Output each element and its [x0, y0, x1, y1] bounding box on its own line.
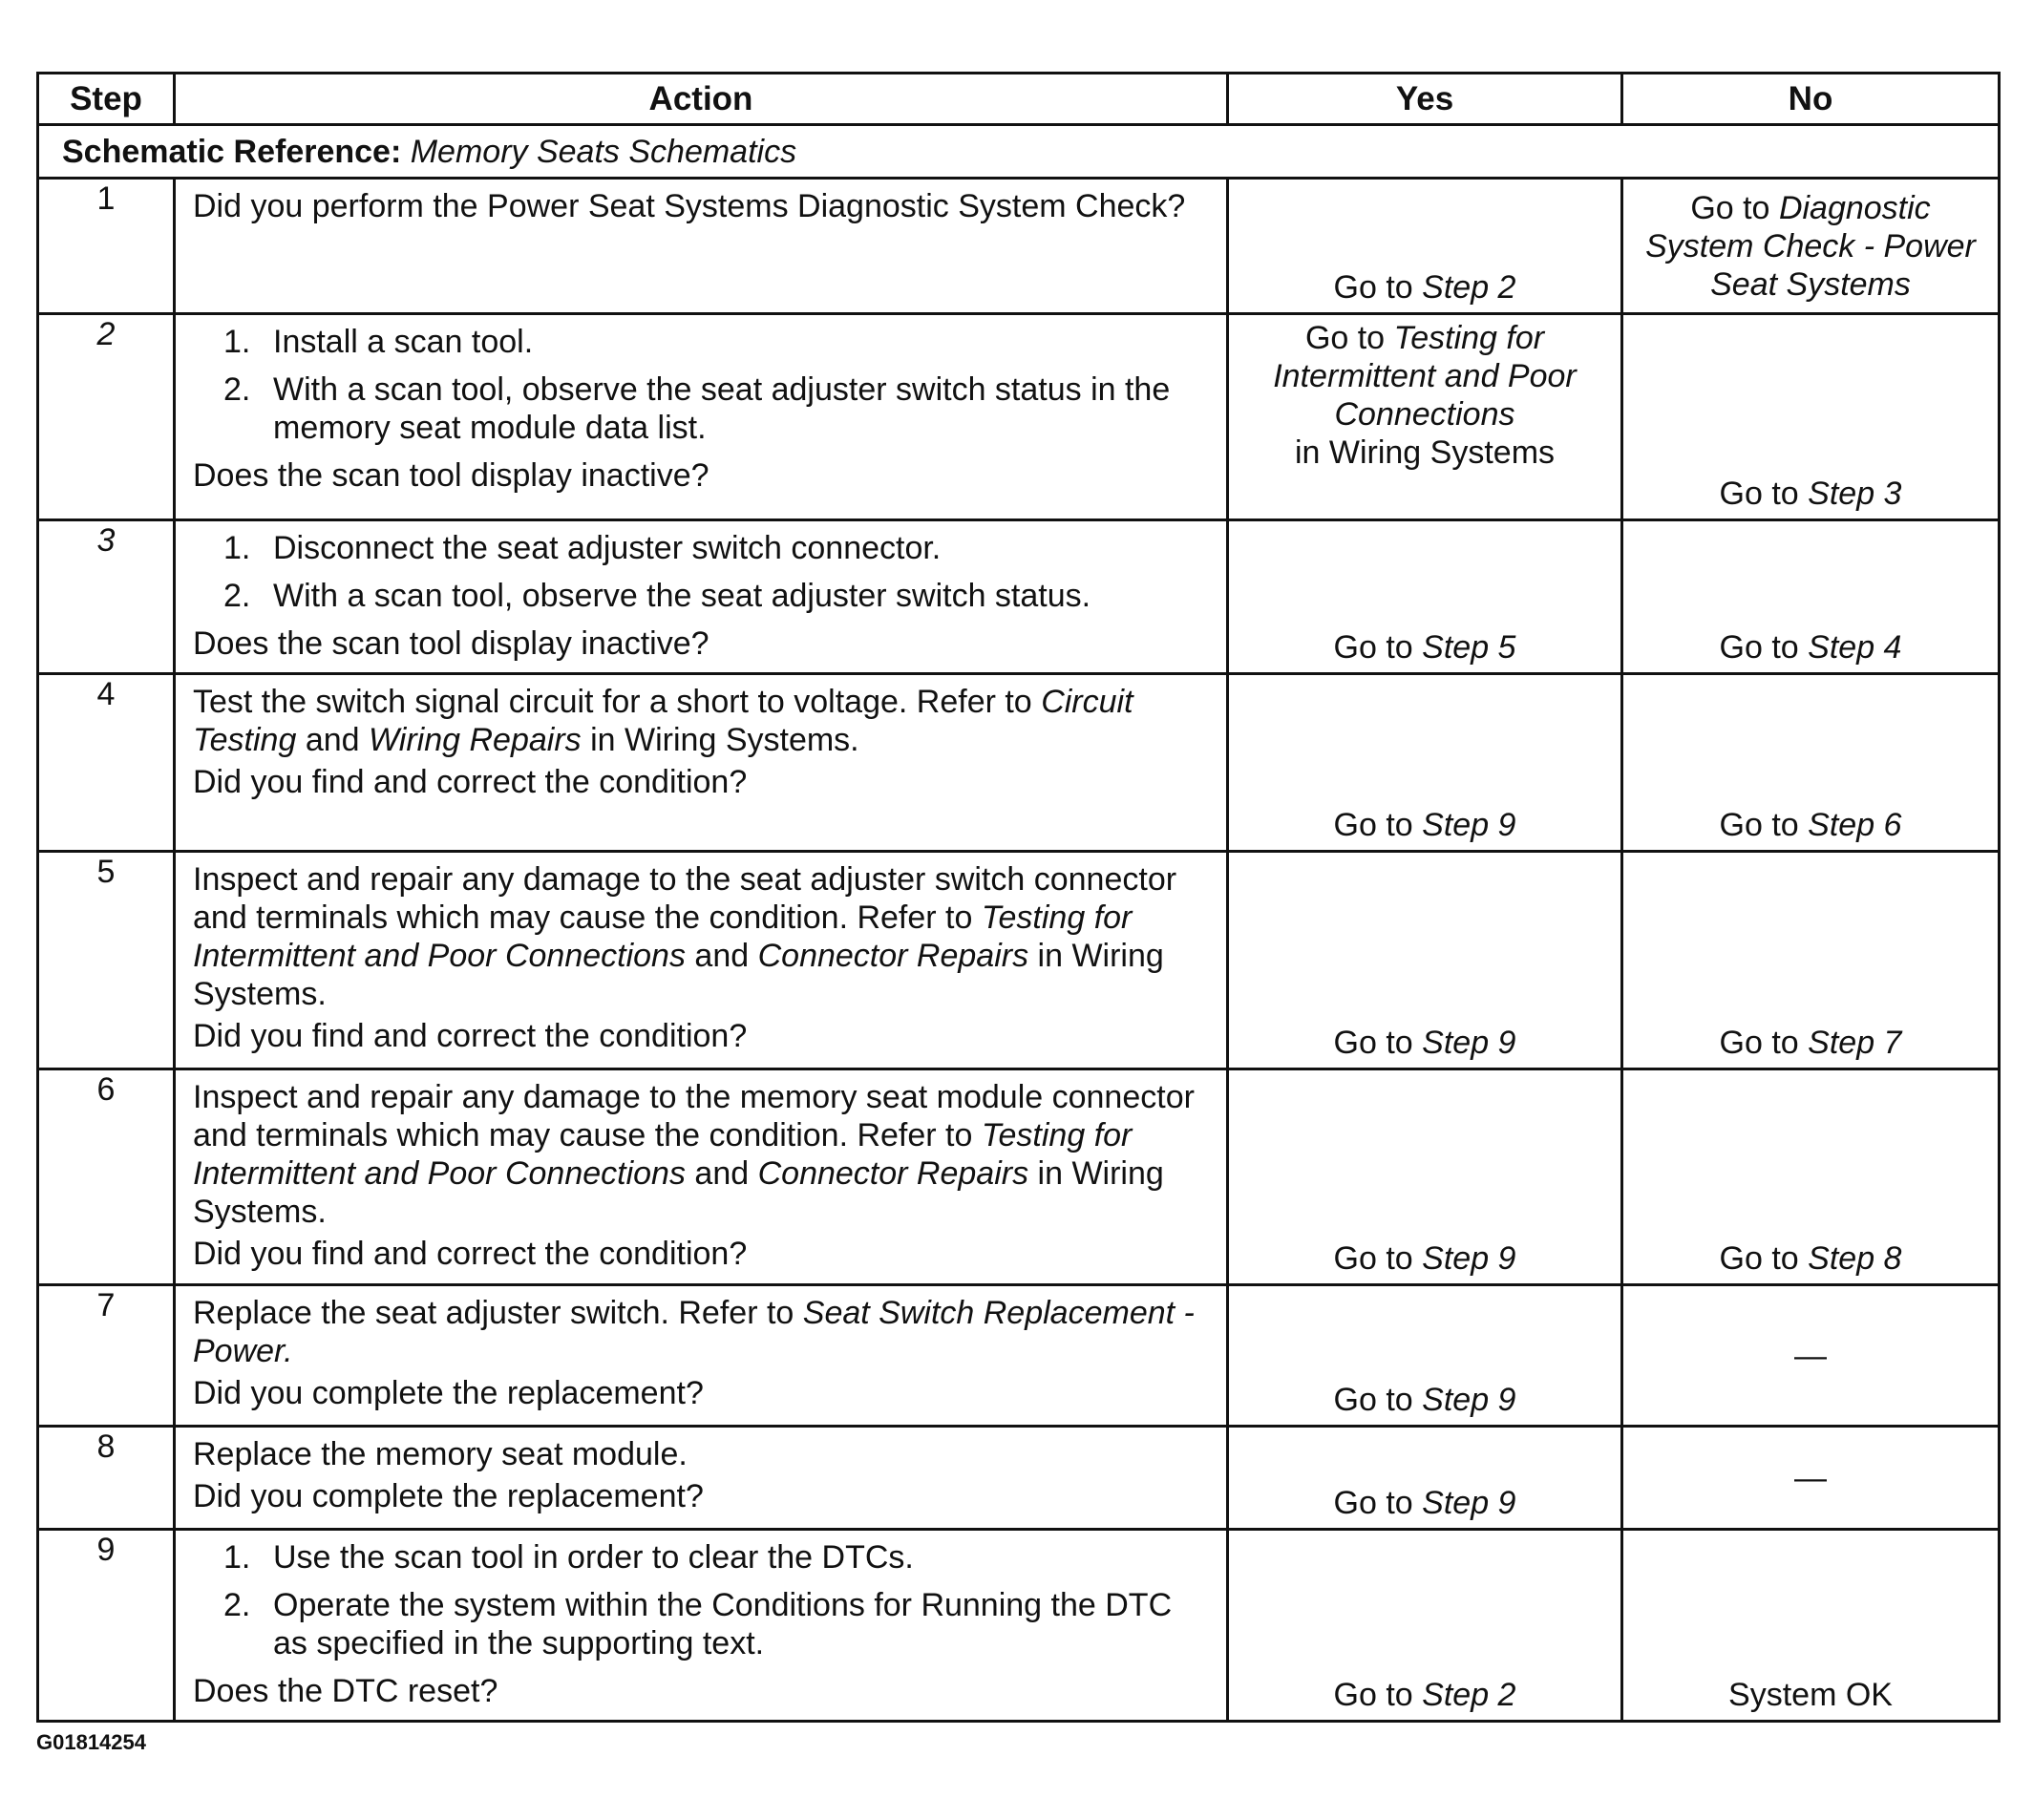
goto-label: Go to: [1333, 629, 1413, 666]
reference-link[interactable]: Testing for Intermittent and Poor Connections: [193, 1117, 1133, 1192]
question-text: Did you find and correct the condition?: [193, 764, 748, 800]
question-text: Does the scan tool display inactive?: [193, 457, 709, 494]
no-cell: [1622, 674, 2000, 852]
table-row: [38, 674, 2000, 852]
no-link[interactable]: Step 4: [1808, 629, 1902, 666]
goto-label: Go to: [1333, 1485, 1413, 1521]
step-number: 9: [38, 1530, 175, 1722]
question-text: Did you complete the replacement?: [193, 1375, 704, 1411]
step-number: 3: [38, 520, 175, 674]
figure-id: G01814254: [36, 1730, 146, 1754]
yes-link[interactable]: Step 9: [1422, 1382, 1516, 1418]
question-text: Did you find and correct the condition?: [193, 1018, 748, 1054]
header-step: Step: [38, 74, 175, 125]
yes-cell: [1228, 520, 1622, 674]
action-cell: [175, 1285, 1228, 1427]
no-cell: [1622, 852, 2000, 1069]
action-text: Inspect and repair any damage to the memory seat module connector and terminals which may cause the condition. Refer to Testing for Intermittent and Poor Connections and Connector Repairs in Wiring Systems.: [193, 1079, 1195, 1230]
table-row: [38, 179, 2000, 314]
step-number: 5: [38, 852, 175, 1069]
yes-link[interactable]: Step 5: [1422, 629, 1516, 666]
yes-tail: in Wiring Systems: [1294, 434, 1556, 471]
no-cell: —: [1622, 1427, 2000, 1530]
question-text: Does the DTC reset?: [193, 1673, 498, 1709]
step-number: 1: [38, 179, 175, 314]
action-cell: [175, 674, 1228, 852]
table-row: [38, 1427, 2000, 1530]
goto-label: Go to: [1333, 269, 1413, 306]
goto-label: Go to: [1719, 1025, 1799, 1061]
instruction-list: [193, 1538, 1213, 1662]
reference-link[interactable]: Circuit Testing: [193, 684, 1133, 758]
yes-link[interactable]: Step 2: [1422, 269, 1516, 306]
list-item: 1. Install a scan tool.: [223, 324, 534, 360]
list-item: 1. Disconnect the seat adjuster switch connector.: [223, 530, 942, 566]
action-text: Did you perform the Power Seat Systems Diagnostic System Check?: [193, 188, 1186, 224]
yes-cell: [1228, 674, 1622, 852]
yes-link[interactable]: Step 9: [1422, 1485, 1516, 1521]
goto-label: Go to: [1719, 807, 1799, 843]
schematic-reference: [38, 125, 2000, 179]
action-text: Replace the memory seat module.: [193, 1436, 688, 1472]
header-yes: Yes: [1228, 74, 1622, 125]
yes-cell: [1228, 852, 1622, 1069]
reference-link[interactable]: Connector Repairs: [757, 938, 1029, 974]
goto-label: Go to: [1333, 1025, 1413, 1061]
action-cell: [175, 179, 1228, 314]
table-row: [38, 314, 2000, 520]
list-item: 2. With a scan tool, observe the seat adjuster switch status.: [223, 578, 1091, 614]
no-cell: [1622, 179, 2000, 314]
goto-label: Go to: [1333, 1677, 1413, 1713]
list-item: 2. With a scan tool, observe the seat adjuster switch status in the memory seat module data list.: [223, 371, 1171, 446]
reference-link[interactable]: Seat Switch Replacement - Power.: [193, 1295, 1195, 1369]
yes-cell: [1228, 1069, 1622, 1285]
goto-label: Go to: [1719, 1240, 1799, 1277]
list-item: 2. Operate the system within the Conditions for Running the DTC as specified in the supporting text.: [223, 1587, 1173, 1661]
goto-label: Go to: [1333, 807, 1413, 843]
schematic-link[interactable]: Memory Seats Schematics: [410, 133, 797, 170]
table-row: [38, 1285, 2000, 1427]
no-cell: [1622, 520, 2000, 674]
yes-link[interactable]: Testing for Intermittent and Poor Connections: [1273, 320, 1577, 433]
step-number: 7: [38, 1285, 175, 1427]
no-link[interactable]: Step 7: [1808, 1025, 1902, 1061]
action-text: Test the switch signal circuit for a short to voltage. Refer to Circuit Testing and Wiring Repairs in Wiring Systems.: [193, 684, 1133, 758]
goto-label: Go to: [1719, 476, 1799, 512]
yes-cell: [1228, 179, 1622, 314]
question-text: Does the scan tool display inactive?: [193, 625, 709, 662]
no-cell: [1622, 1069, 2000, 1285]
step-number: 8: [38, 1427, 175, 1530]
table-row: [38, 1069, 2000, 1285]
header-no: No: [1622, 74, 2000, 125]
action-cell: [175, 852, 1228, 1069]
yes-cell: [1228, 314, 1622, 520]
action-cell: [175, 1530, 1228, 1722]
table-row: [38, 520, 2000, 674]
schematic-row: [38, 125, 2000, 179]
yes-link[interactable]: Step 9: [1422, 1240, 1516, 1277]
instruction-list: [193, 323, 1213, 447]
goto-label: Go to: [1333, 1240, 1413, 1277]
no-link[interactable]: Step 3: [1808, 476, 1902, 512]
no-cell: —: [1622, 1285, 2000, 1427]
goto-label: Go to: [1690, 189, 1770, 226]
action-cell: [175, 1069, 1228, 1285]
action-cell: [175, 1427, 1228, 1530]
header-action: Action: [175, 74, 1228, 125]
yes-cell: [1228, 1427, 1622, 1530]
no-link[interactable]: Step 8: [1808, 1240, 1902, 1277]
yes-link[interactable]: Step 2: [1422, 1677, 1516, 1713]
step-number: 6: [38, 1069, 175, 1285]
action-text: Replace the seat adjuster switch. Refer to Seat Switch Replacement - Power.: [193, 1295, 1195, 1369]
action-text: Inspect and repair any damage to the seat adjuster switch connector and terminals which may cause the condition. Refer to Testing for Intermittent and Poor Connections and Connector Repairs in Wiring Systems.: [193, 861, 1177, 1012]
reference-link[interactable]: Testing for Intermittent and Poor Connections: [193, 899, 1133, 974]
diagnostic-table: [36, 72, 2001, 1723]
list-item: 1. Use the scan tool in order to clear the DTCs.: [223, 1539, 914, 1576]
no-link[interactable]: Diagnostic System Check - Power Seat Systems: [1645, 189, 1976, 303]
question-text: Did you find and correct the condition?: [193, 1236, 748, 1272]
step-number: 4: [38, 674, 175, 852]
reference-link[interactable]: Connector Repairs: [757, 1155, 1029, 1192]
no-cell: System OK: [1622, 1530, 2000, 1722]
action-cell: [175, 314, 1228, 520]
schematic-label: Schematic Reference:: [62, 133, 402, 170]
goto-label: Go to: [1333, 1382, 1413, 1418]
table-row: [38, 1530, 2000, 1722]
step-number: 2: [38, 314, 175, 520]
action-cell: [175, 520, 1228, 674]
yes-cell: [1228, 1530, 1622, 1722]
goto-label: Go to: [1719, 629, 1799, 666]
yes-link[interactable]: Step 9: [1422, 807, 1516, 843]
instruction-list: [193, 529, 1213, 615]
yes-cell: [1228, 1285, 1622, 1427]
no-cell: [1622, 314, 2000, 520]
yes-link[interactable]: Step 9: [1422, 1025, 1516, 1061]
table-row: [38, 852, 2000, 1069]
no-link[interactable]: Step 6: [1808, 807, 1902, 843]
question-text: Did you complete the replacement?: [193, 1478, 704, 1514]
goto-label: Go to: [1304, 320, 1386, 356]
header-row: [38, 74, 2000, 125]
reference-link[interactable]: Wiring Repairs: [369, 722, 582, 758]
